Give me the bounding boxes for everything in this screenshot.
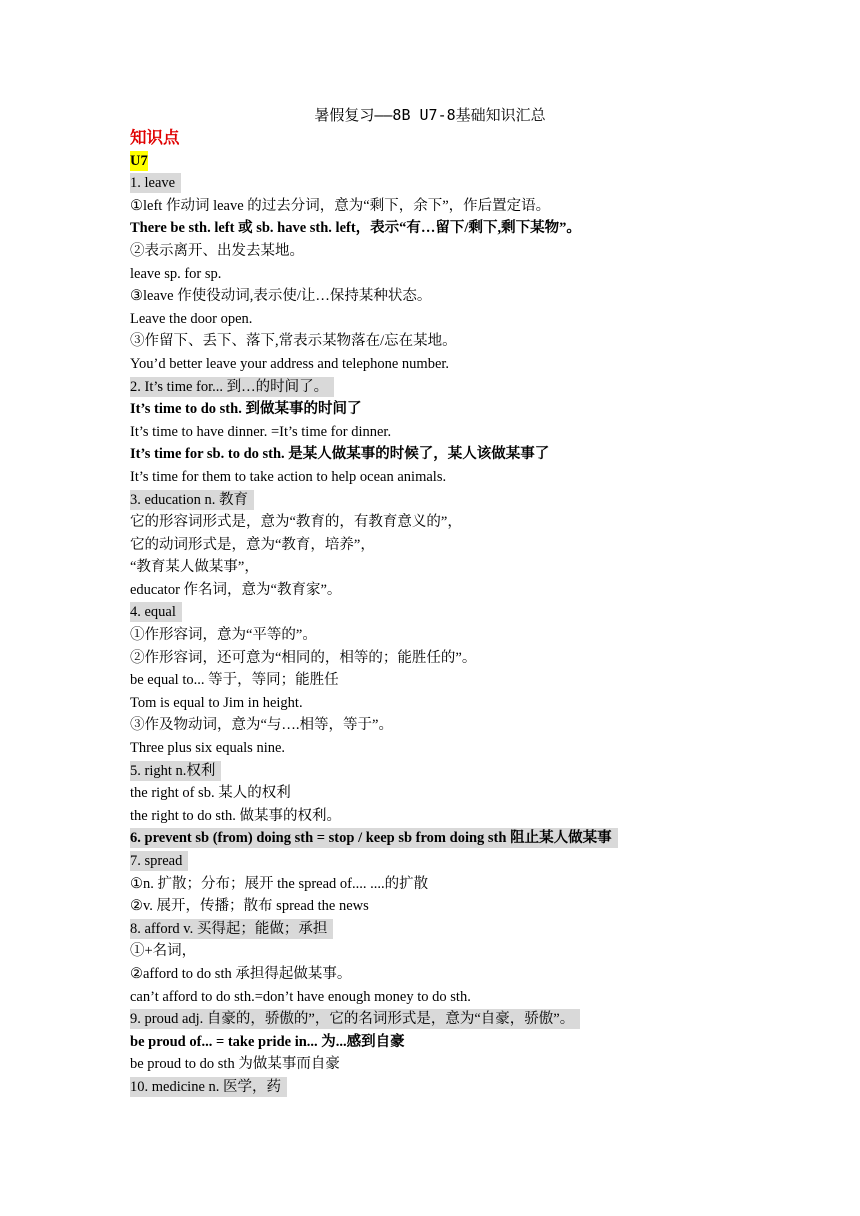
- item-heading: 5. right n.权利: [130, 761, 221, 781]
- text-line: ②v. 展开，传播；散布 spread the news: [130, 898, 369, 915]
- text-line: ①left 作动词 leave 的过去分词，意为“剩下，余下”，作后置定语。: [130, 197, 551, 214]
- text-line: ③作留下、丢下、落下,常表示某物落在/忘在某地。: [130, 333, 457, 350]
- item-heading: 2. It’s time for... 到…的时间了。: [130, 377, 334, 397]
- text-line: Tom is equal to Jim in height.: [130, 694, 303, 711]
- text-line: leave sp. for sp.: [130, 265, 222, 282]
- item-heading: 7. spread: [130, 851, 188, 871]
- text-line: be proud to do sth 为做某事而自豪: [130, 1056, 340, 1073]
- text-line: be proud of... = take pride in... 为...感到自豪: [130, 1033, 405, 1050]
- text-line: educator 作名词，意为“教育家”。: [130, 581, 342, 598]
- text-line: Three plus six equals nine.: [130, 740, 286, 757]
- unit-label: U7: [130, 152, 148, 169]
- document-body: [130, 127, 770, 1099]
- text-line: ②作形容词，还可意为“相同的，相等的；能胜任的”。: [130, 649, 477, 666]
- text-line: ①+名词，: [130, 943, 197, 960]
- text-line: There be sth. left 或 sb. have sth. left，表示“有…留下/剩下,剩下某物”。: [130, 220, 581, 237]
- text-line: ②表示离开、出发去某地。: [130, 242, 304, 259]
- item-heading: 1. leave: [130, 173, 181, 193]
- text-line: Leave the door open.: [130, 310, 253, 327]
- text-line: ②afford to do sth 承担得起做某事。: [130, 965, 352, 982]
- text-line: You’d better leave your address and telephone number.: [130, 355, 450, 372]
- section-heading: 知识点: [130, 128, 180, 147]
- item-heading: 6. prevent sb (from) doing sth = stop / keep sb from doing sth 阻止某人做某事: [130, 828, 618, 848]
- text-line: ③leave 作使役动词,表示使/让…保持某种状态。: [130, 288, 432, 305]
- text-line: “教育某人做某事”，: [130, 559, 259, 576]
- item-heading: 8. afford v. 买得起；能做；承担: [130, 919, 333, 939]
- text-line: It’s time for sb. to do sth. 是某人做某事的时候了，某人该做某事了: [130, 446, 550, 463]
- item-heading: 9. proud adj. 自豪的，骄傲的”，它的名词形式是，意为“自豪，骄傲”。: [130, 1009, 580, 1029]
- text-line: the right of sb. 某人的权利: [130, 785, 291, 802]
- text-line: ①作形容词，意为“平等的”。: [130, 627, 317, 644]
- text-line: It’s time to have dinner. =It’s time for dinner.: [130, 423, 392, 440]
- text-line: be equal to... 等于，等同；能胜任: [130, 672, 339, 689]
- text-line: ③作及物动词，意为“与….相等，等于”。: [130, 717, 393, 734]
- page-title: 暑假复习——8B U7-8基础知识汇总: [314, 106, 546, 124]
- text-line: It’s time to do sth. 到做某事的时间了: [130, 401, 362, 418]
- text-line: the right to do sth. 做某事的权利。: [130, 807, 342, 824]
- text-line: 它的动词形式是，意为“教育，培养”，: [130, 536, 375, 553]
- text-line: ①n. 扩散；分布；展开 the spread of.... ....的扩散: [130, 875, 429, 892]
- text-line: can’t afford to do sth.=don’t have enough money to do sth.: [130, 988, 471, 1005]
- item-heading: 10. medicine n. 医学，药: [130, 1077, 287, 1097]
- text-line: It’s time for them to take action to help ocean animals.: [130, 468, 447, 485]
- text-line: 它的形容词形式是，意为“教育的，有教育意义的”，: [130, 514, 462, 531]
- item-heading: 4. equal: [130, 602, 182, 622]
- item-heading: 3. education n. 教育: [130, 490, 254, 510]
